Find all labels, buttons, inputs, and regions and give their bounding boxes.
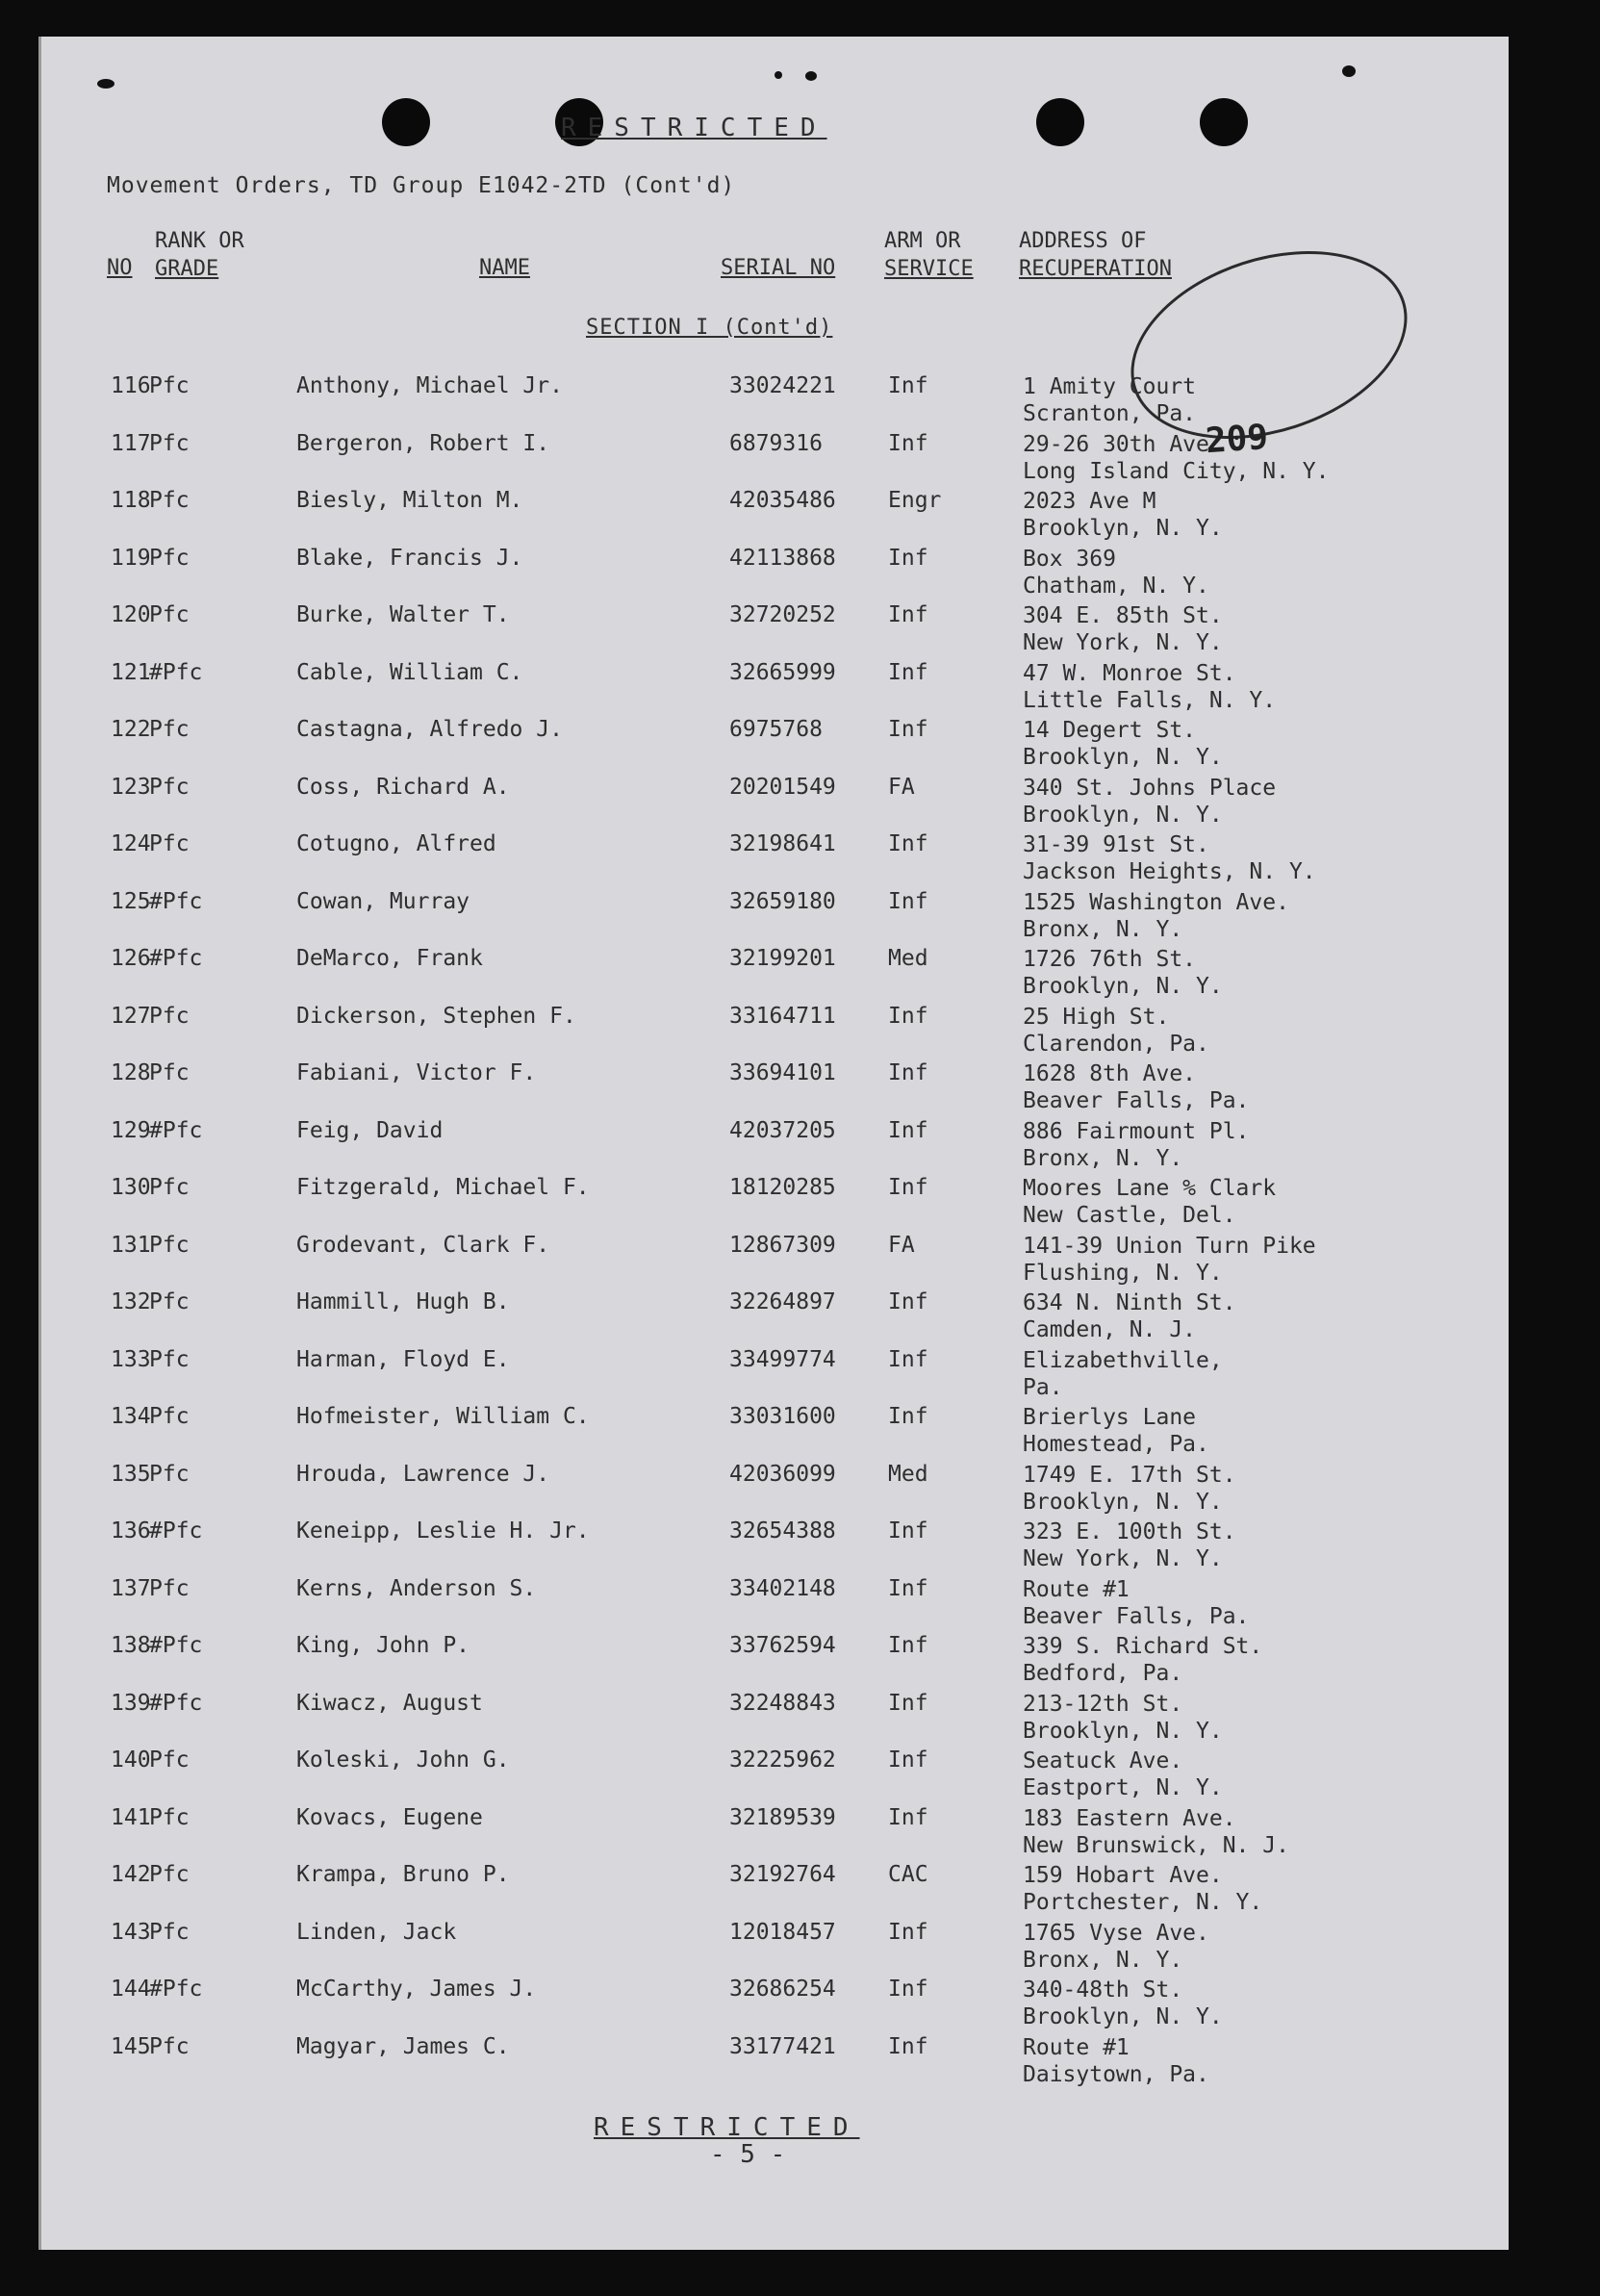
column-no: NO bbox=[107, 256, 133, 280]
row-number: 129 bbox=[111, 1117, 151, 1143]
table-row bbox=[41, 775, 1509, 830]
row-address-line2: New Castle, Del. bbox=[1023, 1203, 1236, 1228]
row-rank: Pfc bbox=[149, 1232, 190, 1258]
row-address bbox=[1023, 717, 1223, 771]
row-serial: 33762594 bbox=[729, 1633, 836, 1658]
table-row bbox=[41, 1977, 1509, 2032]
row-arm: Inf bbox=[888, 659, 928, 685]
row-arm: Inf bbox=[888, 1690, 928, 1716]
row-address-line1: Brierlys Lane bbox=[1023, 1405, 1197, 1430]
row-name: Krampa, Bruno P. bbox=[296, 1862, 510, 1887]
row-address-line2: Beaver Falls, Pa. bbox=[1023, 1088, 1250, 1113]
row-address-line1: 25 High St. bbox=[1023, 1004, 1170, 1030]
table-row bbox=[41, 717, 1509, 773]
table-row bbox=[41, 1175, 1509, 1231]
row-address bbox=[1023, 1633, 1262, 1687]
table-row bbox=[41, 1576, 1509, 1632]
row-serial: 12018457 bbox=[729, 1919, 836, 1945]
row-address-line2: Pa. bbox=[1023, 1374, 1063, 1400]
row-serial: 32659180 bbox=[729, 888, 836, 914]
row-rank: Pfc bbox=[149, 1575, 190, 1601]
row-name: Hofmeister, William C. bbox=[296, 1404, 590, 1429]
row-arm: Inf bbox=[888, 1804, 928, 1830]
row-address bbox=[1023, 1175, 1276, 1229]
section-heading: SECTION I (Cont'd) bbox=[586, 316, 833, 340]
row-arm: Inf bbox=[888, 430, 928, 456]
row-number: 125 bbox=[111, 888, 151, 914]
table-row bbox=[41, 1233, 1509, 1288]
row-name: Bergeron, Robert I. bbox=[296, 430, 550, 456]
table-row bbox=[41, 1518, 1509, 1574]
row-address bbox=[1023, 889, 1289, 943]
table-row bbox=[41, 1404, 1509, 1460]
stamp-number: 209 bbox=[1204, 417, 1270, 462]
row-arm: Inf bbox=[888, 1977, 928, 2002]
row-arm: Engr bbox=[888, 488, 942, 513]
table-row bbox=[41, 1633, 1509, 1689]
row-serial: 33694101 bbox=[729, 1060, 836, 1085]
row-address bbox=[1023, 1977, 1223, 2030]
table-row bbox=[41, 2034, 1509, 2090]
row-name: Biesly, Milton M. bbox=[296, 488, 523, 513]
table-row bbox=[41, 1748, 1509, 1803]
row-serial: 32198641 bbox=[729, 831, 836, 856]
table-row bbox=[41, 1691, 1509, 1747]
row-rank: #Pfc bbox=[149, 1117, 203, 1143]
row-rank: Pfc bbox=[149, 717, 190, 742]
row-serial: 32686254 bbox=[729, 1977, 836, 2002]
punch-hole bbox=[1036, 98, 1084, 146]
row-address-line1: 304 E. 85th St. bbox=[1023, 603, 1223, 628]
row-number: 131 bbox=[111, 1232, 151, 1258]
row-number: 116 bbox=[111, 373, 151, 398]
row-name: Hammill, Hugh B. bbox=[296, 1289, 510, 1314]
row-address bbox=[1023, 431, 1330, 485]
row-name: Blake, Francis J. bbox=[296, 545, 523, 571]
row-number: 143 bbox=[111, 1919, 151, 1945]
row-rank: #Pfc bbox=[149, 1633, 203, 1658]
row-number: 138 bbox=[111, 1633, 151, 1658]
row-rank: Pfc bbox=[149, 1346, 190, 1372]
row-name: Kiwacz, August bbox=[296, 1690, 483, 1716]
table-row bbox=[41, 1004, 1509, 1059]
row-address bbox=[1023, 775, 1276, 829]
table-row bbox=[41, 946, 1509, 1002]
row-serial: 32248843 bbox=[729, 1690, 836, 1716]
row-address-line2: Brooklyn, N. Y. bbox=[1023, 974, 1223, 999]
row-number: 145 bbox=[111, 2033, 151, 2059]
row-rank: Pfc bbox=[149, 602, 190, 627]
row-address bbox=[1023, 660, 1276, 714]
row-number: 120 bbox=[111, 602, 151, 627]
row-address bbox=[1023, 488, 1223, 542]
row-address bbox=[1023, 546, 1209, 600]
document-page bbox=[38, 37, 1509, 2250]
row-rank: Pfc bbox=[149, 1289, 190, 1314]
restricted-header: RESTRICTED bbox=[561, 114, 827, 142]
row-address-line2: Brooklyn, N. Y. bbox=[1023, 1718, 1223, 1744]
row-arm: Inf bbox=[888, 545, 928, 571]
table-row bbox=[41, 373, 1509, 429]
row-name: Harman, Floyd E. bbox=[296, 1346, 510, 1372]
row-address bbox=[1023, 1518, 1236, 1572]
row-arm: Inf bbox=[888, 1919, 928, 1945]
row-arm: Inf bbox=[888, 1289, 928, 1314]
row-name: Burke, Walter T. bbox=[296, 602, 510, 627]
row-address-line2: Brooklyn, N. Y. bbox=[1023, 745, 1223, 770]
row-number: 121 bbox=[111, 659, 151, 685]
page-number: - 5 - bbox=[710, 2140, 786, 2169]
ink-speck bbox=[775, 71, 782, 79]
row-serial: 42037205 bbox=[729, 1117, 836, 1143]
row-address-line2: Eastport, N. Y. bbox=[1023, 1775, 1223, 1800]
row-address-line2: Flushing, N. Y. bbox=[1023, 1260, 1223, 1286]
row-rank: Pfc bbox=[149, 1461, 190, 1487]
row-address-line2: Bronx, N. Y. bbox=[1023, 1947, 1183, 1973]
column-address: ADDRESS OF RECUPERATION bbox=[1019, 229, 1172, 281]
row-address-line2: Bronx, N. Y. bbox=[1023, 916, 1183, 942]
row-address-line1: 340-48th St. bbox=[1023, 1977, 1183, 2003]
restricted-footer: RESTRICTED bbox=[594, 2113, 860, 2142]
row-address-line2: Clarendon, Pa. bbox=[1023, 1031, 1209, 1057]
row-rank: #Pfc bbox=[149, 888, 203, 914]
row-address-line1: 31-39 91st St. bbox=[1023, 832, 1209, 857]
row-name: Dickerson, Stephen F. bbox=[296, 1003, 576, 1029]
row-name: Grodevant, Clark F. bbox=[296, 1232, 550, 1258]
row-number: 137 bbox=[111, 1575, 151, 1601]
row-address-line1: Route #1 bbox=[1023, 1576, 1130, 1602]
row-rank: #Pfc bbox=[149, 659, 203, 685]
row-address-line2: Jackson Heights, N. Y. bbox=[1023, 859, 1316, 884]
row-address-line1: 141-39 Union Turn Pike bbox=[1023, 1233, 1316, 1259]
row-number: 142 bbox=[111, 1862, 151, 1887]
row-address-line1: 14 Degert St. bbox=[1023, 718, 1197, 743]
row-address-line1: 159 Hobart Ave. bbox=[1023, 1863, 1223, 1888]
column-rank: RANK OR GRADE bbox=[155, 229, 244, 281]
row-serial: 18120285 bbox=[729, 1175, 836, 1200]
row-address bbox=[1023, 2034, 1209, 2088]
row-serial: 33031600 bbox=[729, 1404, 836, 1429]
row-number: 130 bbox=[111, 1175, 151, 1200]
row-address bbox=[1023, 1805, 1289, 1859]
row-name: Kovacs, Eugene bbox=[296, 1804, 483, 1830]
row-arm: Inf bbox=[888, 1518, 928, 1543]
ink-speck bbox=[97, 79, 114, 89]
row-arm: Inf bbox=[888, 1060, 928, 1085]
row-address-line2: Camden, N. J. bbox=[1023, 1317, 1197, 1342]
row-serial: 32264897 bbox=[729, 1289, 836, 1314]
row-rank: #Pfc bbox=[149, 1690, 203, 1716]
row-address bbox=[1023, 1060, 1249, 1114]
row-arm: Inf bbox=[888, 602, 928, 627]
row-address-line1: Box 369 bbox=[1023, 546, 1116, 572]
row-address-line2: Brooklyn, N. Y. bbox=[1023, 1489, 1223, 1515]
row-number: 119 bbox=[111, 545, 151, 571]
row-arm: Inf bbox=[888, 1748, 928, 1773]
row-address-line2: Scranton, Pa. bbox=[1023, 401, 1197, 426]
row-address-line1: Seatuck Ave. bbox=[1023, 1748, 1183, 1773]
column-name: NAME bbox=[479, 256, 530, 280]
row-arm: Inf bbox=[888, 831, 928, 856]
row-serial: 42113868 bbox=[729, 545, 836, 571]
row-rank: #Pfc bbox=[149, 1518, 203, 1543]
row-number: 127 bbox=[111, 1003, 151, 1029]
row-address bbox=[1023, 1347, 1223, 1401]
row-serial: 20201549 bbox=[729, 774, 836, 800]
row-arm: Inf bbox=[888, 1117, 928, 1143]
row-serial: 33164711 bbox=[729, 1003, 836, 1029]
row-address-line1: 323 E. 100th St. bbox=[1023, 1519, 1236, 1544]
row-serial: 33402148 bbox=[729, 1575, 836, 1601]
ink-speck bbox=[1342, 65, 1356, 77]
row-name: Castagna, Alfredo J. bbox=[296, 717, 563, 742]
row-arm: FA bbox=[888, 774, 915, 800]
row-number: 141 bbox=[111, 1804, 151, 1830]
row-name: King, John P. bbox=[296, 1633, 470, 1658]
row-name: Magyar, James C. bbox=[296, 2033, 510, 2059]
row-address-line2: New York, N. Y. bbox=[1023, 630, 1223, 655]
row-serial: 42035486 bbox=[729, 488, 836, 513]
row-address-line1: 886 Fairmount Pl. bbox=[1023, 1118, 1250, 1144]
row-number: 136 bbox=[111, 1518, 151, 1543]
row-serial: 6975768 bbox=[729, 717, 823, 742]
row-name: Kerns, Anderson S. bbox=[296, 1575, 537, 1601]
row-address-line2: Bronx, N. Y. bbox=[1023, 1145, 1183, 1171]
table-row bbox=[41, 546, 1509, 601]
row-arm: Inf bbox=[888, 1633, 928, 1658]
table-row bbox=[41, 1347, 1509, 1403]
row-number: 134 bbox=[111, 1404, 151, 1429]
row-rank: Pfc bbox=[149, 1919, 190, 1945]
row-address-line1: 213-12th St. bbox=[1023, 1691, 1183, 1717]
row-name: Cotugno, Alfred bbox=[296, 831, 496, 856]
row-address bbox=[1023, 373, 1196, 427]
row-address-line1: 2023 Ave M bbox=[1023, 489, 1156, 514]
row-rank: Pfc bbox=[149, 1804, 190, 1830]
document-subtitle: Movement Orders, TD Group E1042-2TD (Cont'd) bbox=[107, 173, 736, 198]
row-address-line2: New York, N. Y. bbox=[1023, 1546, 1223, 1571]
row-address-line2: Beaver Falls, Pa. bbox=[1023, 1603, 1250, 1629]
row-name: Keneipp, Leslie H. Jr. bbox=[296, 1518, 590, 1543]
row-serial: 32720252 bbox=[729, 602, 836, 627]
row-address-line1: 1628 8th Ave. bbox=[1023, 1061, 1197, 1086]
row-address bbox=[1023, 1576, 1249, 1630]
punch-hole bbox=[382, 98, 430, 146]
row-number: 144 bbox=[111, 1977, 151, 2002]
row-address-line1: 1525 Washington Ave. bbox=[1023, 889, 1289, 915]
row-address-line2: Daisytown, Pa. bbox=[1023, 2061, 1209, 2087]
row-address-line1: 339 S. Richard St. bbox=[1023, 1634, 1263, 1659]
row-address-line2: Brooklyn, N. Y. bbox=[1023, 516, 1223, 541]
row-address-line2: Chatham, N. Y. bbox=[1023, 573, 1209, 599]
row-number: 139 bbox=[111, 1690, 151, 1716]
row-address-line2: Brooklyn, N. Y. bbox=[1023, 802, 1223, 828]
table-row bbox=[41, 1805, 1509, 1861]
row-number: 123 bbox=[111, 774, 151, 800]
row-rank: Pfc bbox=[149, 1862, 190, 1887]
row-name: McCarthy, James J. bbox=[296, 1977, 537, 2002]
row-arm: Inf bbox=[888, 717, 928, 742]
row-number: 117 bbox=[111, 430, 151, 456]
row-address bbox=[1023, 1462, 1236, 1516]
row-address-line1: Moores Lane % Clark bbox=[1023, 1176, 1277, 1201]
row-address-line1: 1 Amity Court bbox=[1023, 374, 1197, 399]
row-address-line1: 183 Eastern Ave. bbox=[1023, 1805, 1236, 1831]
row-rank: Pfc bbox=[149, 1003, 190, 1029]
row-number: 128 bbox=[111, 1060, 151, 1085]
row-name: Cowan, Murray bbox=[296, 888, 470, 914]
row-address-line2: Long Island City, N. Y. bbox=[1023, 458, 1330, 484]
row-serial: 32665999 bbox=[729, 659, 836, 685]
row-number: 132 bbox=[111, 1289, 151, 1314]
row-rank: Pfc bbox=[149, 430, 190, 456]
row-address-line1: 340 St. Johns Place bbox=[1023, 775, 1277, 801]
row-address bbox=[1023, 946, 1223, 1000]
row-name: Koleski, John G. bbox=[296, 1748, 510, 1773]
row-rank: Pfc bbox=[149, 1175, 190, 1200]
row-name: Anthony, Michael Jr. bbox=[296, 373, 563, 398]
row-address bbox=[1023, 1691, 1223, 1745]
row-arm: Inf bbox=[888, 888, 928, 914]
table-row bbox=[41, 660, 1509, 716]
row-arm: Inf bbox=[888, 1175, 928, 1200]
row-rank: Pfc bbox=[149, 831, 190, 856]
row-name: Fabiani, Victor F. bbox=[296, 1060, 537, 1085]
row-number: 133 bbox=[111, 1346, 151, 1372]
row-rank: #Pfc bbox=[149, 1977, 203, 2002]
row-address-line1: Route #1 bbox=[1023, 2034, 1130, 2060]
row-arm: FA bbox=[888, 1232, 915, 1258]
row-serial: 32199201 bbox=[729, 946, 836, 971]
row-address-line1: 1726 76th St. bbox=[1023, 947, 1197, 972]
row-serial: 12867309 bbox=[729, 1232, 836, 1258]
row-address-line2: Bedford, Pa. bbox=[1023, 1661, 1183, 1686]
row-arm: Inf bbox=[888, 1003, 928, 1029]
row-address-line2: Portchester, N. Y. bbox=[1023, 1890, 1263, 1915]
row-number: 140 bbox=[111, 1748, 151, 1773]
table-row bbox=[41, 1060, 1509, 1116]
row-number: 122 bbox=[111, 717, 151, 742]
column-serial: SERIAL NO bbox=[721, 256, 836, 280]
row-serial: 33024221 bbox=[729, 373, 836, 398]
row-address bbox=[1023, 1233, 1316, 1287]
row-address-line1: 29-26 30th Ave bbox=[1023, 431, 1209, 457]
row-address bbox=[1023, 1920, 1209, 1974]
table-row bbox=[41, 1289, 1509, 1345]
row-number: 124 bbox=[111, 831, 151, 856]
row-address-line1: Elizabethville, bbox=[1023, 1347, 1223, 1373]
row-address-line2: Homestead, Pa. bbox=[1023, 1432, 1209, 1457]
row-name: Hrouda, Lawrence J. bbox=[296, 1461, 550, 1487]
row-serial: 33499774 bbox=[729, 1346, 836, 1372]
row-rank: Pfc bbox=[149, 1404, 190, 1429]
row-number: 126 bbox=[111, 946, 151, 971]
row-serial: 32192764 bbox=[729, 1862, 836, 1887]
row-address bbox=[1023, 1404, 1209, 1458]
row-serial: 32654388 bbox=[729, 1518, 836, 1543]
table-row bbox=[41, 1862, 1509, 1918]
row-rank: #Pfc bbox=[149, 946, 203, 971]
row-serial: 32189539 bbox=[729, 1804, 836, 1830]
table-row bbox=[41, 431, 1509, 487]
table-row bbox=[41, 831, 1509, 887]
row-address bbox=[1023, 1862, 1262, 1916]
row-number: 135 bbox=[111, 1461, 151, 1487]
row-address bbox=[1023, 1118, 1249, 1172]
row-serial: 33177421 bbox=[729, 2033, 836, 2059]
row-arm: CAC bbox=[888, 1862, 928, 1887]
row-arm: Med bbox=[888, 946, 928, 971]
table-row bbox=[41, 1118, 1509, 1174]
row-rank: Pfc bbox=[149, 1748, 190, 1773]
row-arm: Inf bbox=[888, 1346, 928, 1372]
row-serial: 32225962 bbox=[729, 1748, 836, 1773]
table-row bbox=[41, 1920, 1509, 1976]
row-address-line2: Little Falls, N. Y. bbox=[1023, 687, 1277, 713]
row-address bbox=[1023, 1289, 1236, 1343]
row-arm: Inf bbox=[888, 373, 928, 398]
row-rank: Pfc bbox=[149, 545, 190, 571]
ink-speck bbox=[805, 71, 817, 81]
table-row bbox=[41, 602, 1509, 658]
row-serial: 6879316 bbox=[729, 430, 823, 456]
row-rank: Pfc bbox=[149, 488, 190, 513]
table-row bbox=[41, 488, 1509, 544]
column-arm: ARM OR SERVICE bbox=[884, 229, 974, 281]
table-row bbox=[41, 1462, 1509, 1518]
row-name: Linden, Jack bbox=[296, 1919, 457, 1945]
row-address bbox=[1023, 1748, 1223, 1801]
row-name: DeMarco, Frank bbox=[296, 946, 483, 971]
row-arm: Inf bbox=[888, 1404, 928, 1429]
row-address-line2: Brooklyn, N. Y. bbox=[1023, 2004, 1223, 2029]
row-arm: Inf bbox=[888, 1575, 928, 1601]
row-address-line2: New Brunswick, N. J. bbox=[1023, 1832, 1289, 1858]
row-name: Coss, Richard A. bbox=[296, 774, 510, 800]
row-address bbox=[1023, 1004, 1209, 1058]
row-rank: Pfc bbox=[149, 2033, 190, 2059]
row-name: Fitzgerald, Michael F. bbox=[296, 1175, 590, 1200]
row-address-line1: 634 N. Ninth St. bbox=[1023, 1290, 1236, 1315]
row-name: Cable, William C. bbox=[296, 659, 523, 685]
row-number: 118 bbox=[111, 488, 151, 513]
row-rank: Pfc bbox=[149, 774, 190, 800]
row-arm: Inf bbox=[888, 2033, 928, 2059]
row-address-line1: 1749 E. 17th St. bbox=[1023, 1462, 1236, 1488]
row-name: Feig, David bbox=[296, 1117, 444, 1143]
row-address bbox=[1023, 602, 1223, 656]
row-address-line1: 1765 Vyse Ave. bbox=[1023, 1920, 1209, 1946]
row-serial: 42036099 bbox=[729, 1461, 836, 1487]
row-rank: Pfc bbox=[149, 373, 190, 398]
row-address bbox=[1023, 831, 1316, 885]
row-arm: Med bbox=[888, 1461, 928, 1487]
punch-hole bbox=[1200, 98, 1248, 146]
row-rank: Pfc bbox=[149, 1060, 190, 1085]
table-row bbox=[41, 889, 1509, 945]
row-address-line1: 47 W. Monroe St. bbox=[1023, 660, 1236, 686]
